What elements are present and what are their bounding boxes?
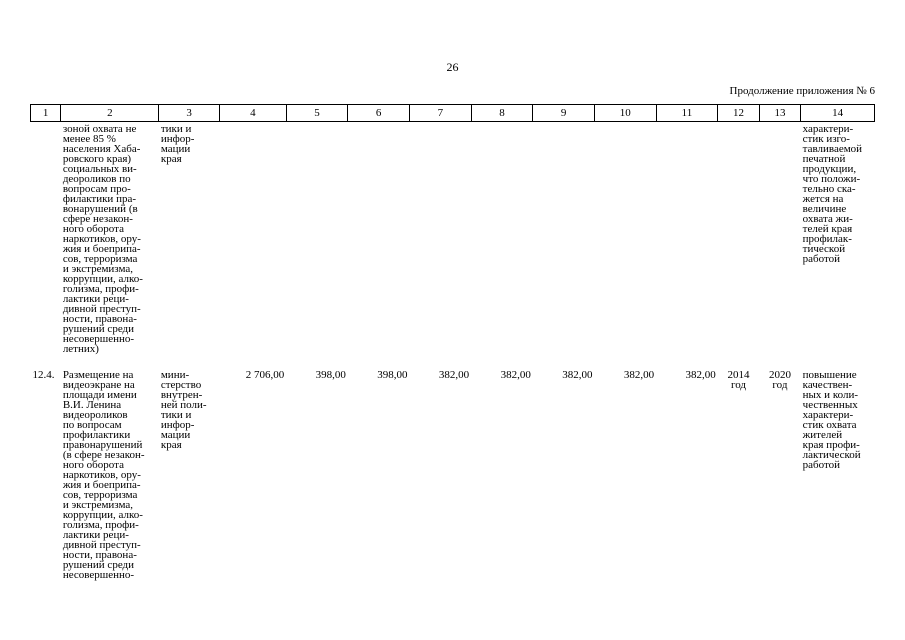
column-header: 9	[533, 105, 595, 122]
funding-year: 382,00	[623, 369, 655, 381]
column-header: 14	[801, 105, 875, 122]
funding-year	[533, 122, 595, 355]
program-table	[30, 104, 875, 580]
end-year	[759, 122, 800, 355]
column-header: 8	[471, 105, 533, 122]
funding-year: 382,00	[685, 369, 716, 381]
funding-year	[348, 122, 410, 355]
funding-total: 2 706,00	[245, 369, 285, 381]
funding-total	[219, 122, 286, 355]
column-header: 10	[594, 105, 656, 122]
funding-year	[471, 122, 533, 355]
continuation-title: Продолжение приложения № 6	[729, 85, 875, 97]
funding-year	[410, 122, 472, 355]
activity-description: зоной охвата не менее 85 % населения Хаба- ровского края) социальных ви- деороликов по вопросам про- филактики пра- вонарушений (в сфере незакон- ного оборота наркотиков, ору- жия и боеприпа- сов, терроризма и экстремизма, коррупции, алко- голизма, профи- лактики реци- дивной преступ- ности, правона- рушений среди несовершенно- летних)	[62, 123, 143, 355]
item-number	[31, 122, 61, 355]
column-header: 13	[759, 105, 800, 122]
funding-year: 398,00	[315, 369, 346, 381]
item-number: 12.4.	[32, 369, 55, 381]
column-header: 5	[286, 105, 348, 122]
column-header: 6	[348, 105, 410, 122]
column-header: 3	[159, 105, 220, 122]
funding-year	[286, 122, 348, 355]
expected-result: характери- стик изго- тавливаемой печатной продукции, что положи- тельно ска- жется на величине охвата жи- телей края профилак- тической работой	[802, 123, 863, 265]
responsible-executor: тики и инфор- мации края	[160, 123, 195, 165]
start-year: 2014 год	[727, 369, 750, 391]
expected-result: повышение качествен- ных и коли- чественных характери- стик охвата жителей края профи- лактической работой	[802, 369, 861, 471]
funding-year: 382,00	[438, 369, 470, 381]
funding-year	[656, 122, 718, 355]
table-row	[31, 122, 875, 355]
funding-year	[594, 122, 656, 355]
activity-description: Размещение на видеоэкране на площади имени В.И. Ленина видеороликов по вопросам профилактики правонарушений (в сфере незакон- ного оборота наркотиков, ору- жия и боеприпа- сов, терроризма и экстремизма, коррупции, алко- голизма, профи- лактики реци- дивной преступ- ности, правона- рушений среди несовершенно-	[62, 369, 145, 581]
funding-year: 398,00	[377, 369, 408, 381]
column-header: 7	[410, 105, 472, 122]
column-number-row	[31, 105, 875, 122]
column-header: 11	[656, 105, 718, 122]
column-header: 12	[718, 105, 759, 122]
responsible-executor: мини- стерство внутрен- ней поли- тики и инфор- мации края	[160, 369, 207, 451]
page-number: 26	[446, 60, 459, 74]
column-header: 2	[61, 105, 159, 122]
funding-year: 382,00	[562, 369, 593, 381]
column-header: 4	[219, 105, 286, 122]
start-year	[718, 122, 759, 355]
funding-year: 382,00	[500, 369, 531, 381]
end-year: 2020 год	[768, 369, 791, 391]
column-header: 1	[31, 105, 61, 122]
table-row	[31, 354, 875, 580]
